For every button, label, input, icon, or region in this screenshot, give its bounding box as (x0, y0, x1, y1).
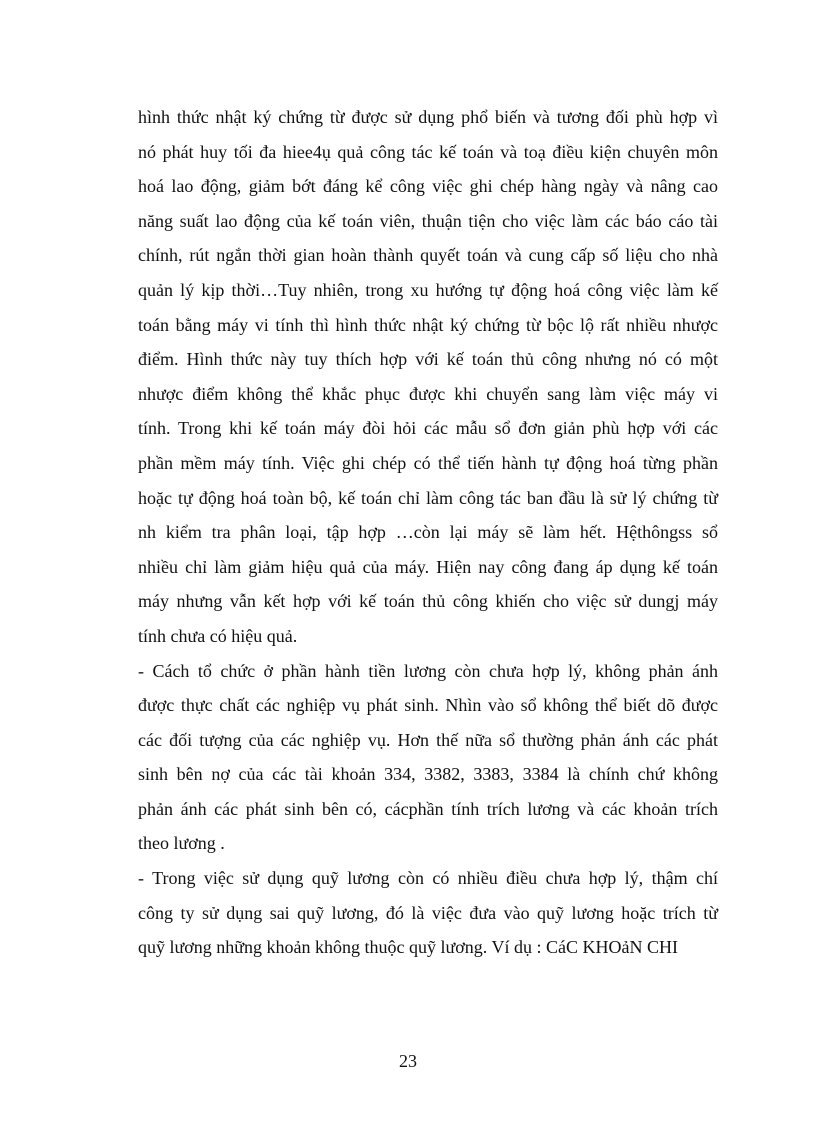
text-line: nhược điểm không thể khắc phục được khi chuyển sang làm việc máy vi (138, 383, 718, 404)
text-line: hoá lao động, giảm bớt đáng kể công việc ghi chép hàng ngày và nâng cao (138, 176, 718, 197)
text-line: điểm. Hình thức này tuy thích hợp với kế toán thủ công nhưng nó có một (138, 349, 718, 370)
text-line: theo lương . (138, 833, 225, 854)
text-line: toán bằng máy vi tính thì hình thức nhật ký chứng từ bộc lộ rất nhiều nhược (138, 314, 718, 335)
paragraph-2 (138, 654, 718, 862)
text-line: công ty sử dụng sai quỹ lương, đó là việc đưa vào quỹ lương hoặc trích từ (138, 902, 718, 923)
text-line: - Cách tổ chức ở phần hành tiền lương còn chưa hợp lý, không phản ánh (138, 660, 718, 681)
text-line: hoặc tự động hoá toàn bộ, kế toán chỉ làm công tác ban đầu là sử lý chứng từ (138, 487, 718, 508)
text-line: máy nhưng vẫn kết hợp với kế toán thủ công khiến cho việc sử dungj máy (138, 591, 718, 612)
text-line: nó phát huy tối đa hiee4ụ quả công tác kế toán và toạ điều kiện chuyên môn (138, 141, 718, 162)
text-line: phần mềm máy tính. Việc ghi chép có thể tiến hành tự động hoá từng phần (138, 452, 718, 473)
page-number: 23 (399, 1051, 417, 1071)
text-line: năng suất lao động của kế toán viên, thuận tiện cho việc làm các báo cáo tài (138, 210, 718, 231)
text-line: phản ánh các phát sinh bên có, cácphần tính trích lương và các khoản trích (138, 798, 718, 819)
text-line: các đối tượng của các nghiệp vụ. Hơn thế nữa sổ thường phản ánh các phát (138, 729, 718, 750)
paragraph-3 (138, 861, 718, 965)
text-line: hình thức nhật ký chứng từ được sử dụng phổ biến và tương đối phù hợp vì (138, 107, 718, 127)
text-line: tính. Trong khi kế toán máy đòi hỏi các mẫu sổ đơn giản phù hợp với các (138, 418, 718, 439)
text-line: nhiều chỉ làm giảm hiệu quả của máy. Hiện nay công đang áp dụng kế toán (138, 556, 718, 577)
body-text (138, 100, 718, 965)
text-line: quỹ lương những khoản không thuộc quỹ lương. Ví dụ : CáC KHOảN CHI (138, 937, 678, 958)
text-line: - Trong việc sử dụng quỹ lương còn có nhiều điều chưa hợp lý, thậm chí (138, 868, 718, 889)
paragraph-1 (138, 100, 718, 654)
text-line: sinh bên nợ của các tài khoản 334, 3382, 3383, 3384 là chính chứ không (138, 764, 718, 785)
text-line: quản lý kịp thời…Tuy nhiên, trong xu hướng tự động hoá công việc làm kế (138, 279, 718, 300)
text-line: nh kiểm tra phân loại, tập hợp …còn lại máy sẽ làm hết. Hệthôngss sổ (138, 522, 718, 543)
text-line: chính, rút ngắn thời gian hoàn thành quyết toán và cung cấp số liệu cho nhà (138, 245, 718, 266)
text-line: được thực chất các nghiệp vụ phát sinh. Nhìn vào sổ không thể biết dõ được (138, 695, 718, 716)
text-line: tính chưa có hiệu quả. (138, 625, 298, 646)
